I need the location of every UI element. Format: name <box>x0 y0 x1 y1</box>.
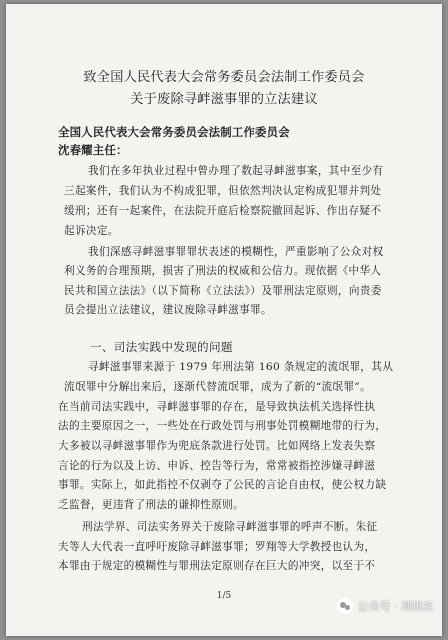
paragraph-line: 事罪。实际上，如此指控不仅剥夺了公民的言论自由权，使公权力缺 <box>58 479 387 491</box>
watermark <box>337 598 435 614</box>
paragraph-line: 员会提出立法建议，建议废除寻衅滋事罪。 <box>64 304 272 316</box>
paragraph-line: 乏监督，更违背了刑法的谦抑性原则。 <box>58 499 245 511</box>
paragraph-line: 民共和国立法法》（以下简称《立法法》）及罪刑法定原则，向贵委 <box>64 285 382 297</box>
paragraph-line: 缓刑；还有一起案件，在法院开庭后检察院撤回起诉、作出存疑不 <box>64 205 382 217</box>
paragraph-line: 利义务的合理预期，损害了刑法的权威和公信力。现依据《中华人 <box>64 265 382 277</box>
wechat-icon <box>337 598 353 614</box>
paragraph-line: 刑法学界、司法实务界关于废除寻衅滋事罪的呼声不断。朱征 <box>82 521 378 533</box>
document-title-line-2: 关于废除寻衅滋事罪的立法建议 <box>130 92 318 107</box>
paragraph-line: 我们深感寻衅滋事罪罪状表述的模糊性，严重影响了公众对权 <box>88 246 384 258</box>
page-number: 1/5 <box>216 591 232 601</box>
paragraph-line: 三起案件，我们认为不构成犯罪，但依然判决认定构成犯罪并判处 <box>64 185 382 197</box>
addressee-name: 沈春耀主任： <box>58 143 128 157</box>
paragraph-line: 本罪由于规定的模糊性与罪刑法定原则存在巨大的冲突，以至于不 <box>58 560 376 572</box>
paragraph-line: 我们在多年执业过程中曾办理了数起寻衅滋事案，其中至少有 <box>88 165 384 177</box>
paragraph-line: 大多被以寻衅滋事罪作为兜底条款进行处罚。比如网络上发表失察 <box>58 440 376 452</box>
section-heading: 一、司法实践中发现的问题 <box>90 340 233 354</box>
paragraph-line: 流氓罪中分解出来后，逐渐代替流氓罪，成为了新的“流氓罪”。 <box>64 381 372 393</box>
document-title-line-1: 致全国人民代表大会常务委员会法制工作委员会 <box>83 70 365 85</box>
addressee-organization: 全国人民代表大会常务委员会法制工作委员会 <box>58 125 290 139</box>
paragraph-line: 寻衅滋事罪来源于 1979 年刑法第 160 条规定的流氓罪，其从 <box>88 361 394 373</box>
document-page <box>6 4 442 636</box>
paragraph-line: 夫等人大代表一直呼吁废除寻衅滋事罪；罗翔等大学教授也认为， <box>58 541 376 553</box>
paragraph-line: 起诉决定。 <box>64 225 119 237</box>
watermark-text: 公众号 · 刑讯社 <box>357 600 434 613</box>
paragraph-line: 法的主要原因之一，一些处在行政处罚与刑事处罚模糊地带的行为， <box>58 420 387 432</box>
paragraph-line: 在当前司法实践中，寻衅滋事罪的存在，是导致执法机关选择性执 <box>58 401 376 413</box>
paragraph-line: 言论的行为以及上访、申诉、控告等行为，常常被指控涉嫌寻衅滋 <box>58 460 376 472</box>
